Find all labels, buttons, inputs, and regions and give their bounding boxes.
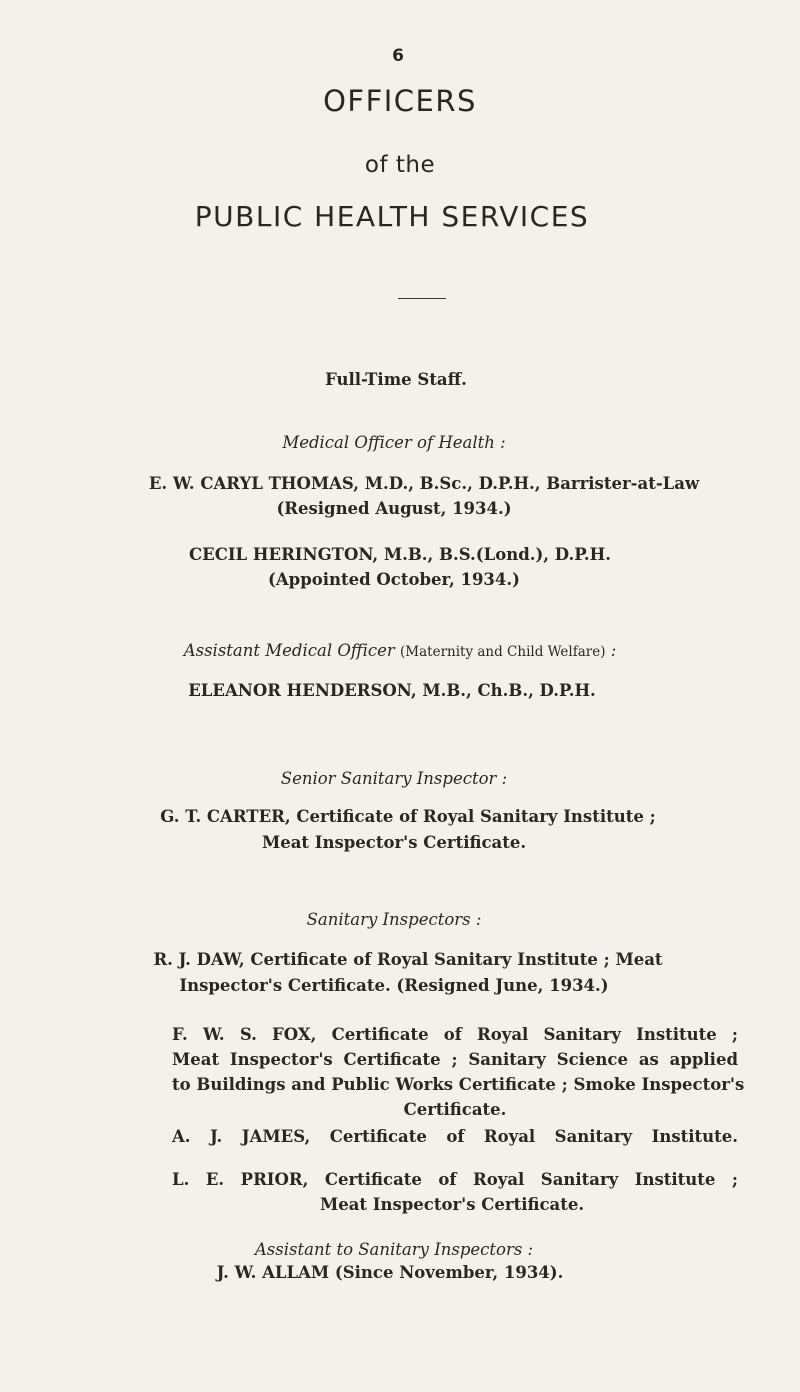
moh-entry-herington-note: (Appointed October, 1934.) (268, 570, 520, 589)
section-heading-full-time-staff: Full-Time Staff. (325, 370, 467, 389)
heading-assistant-medical-officer-note: (Maternity and Child Welfare) (400, 644, 606, 660)
amo-entry-henderson: ELEANOR HENDERSON, M.B., Ch.B., D.P.H. (188, 681, 596, 700)
heading-assistant-medical-officer-colon: : (610, 641, 617, 660)
heading-senior-sanitary-inspector: Senior Sanitary Inspector : (280, 769, 508, 788)
si-entry-daw-line2: Inspector's Certificate. (Resigned June, 1934.) (179, 976, 609, 995)
si-entry-prior-line1: L. E. PRIOR, Certificate of Royal Sanitary Institute ; (172, 1170, 738, 1189)
ssi-entry-carter-line1: G. T. CARTER, Certificate of Royal Sanitary Institute ; (160, 807, 656, 826)
page-title-of-the: of the (364, 152, 436, 178)
page-title-public-health-services: PUBLIC HEALTH SERVICES (194, 200, 590, 233)
page-title-officers: OFFICERS (323, 84, 477, 118)
moh-entry-caryl-thomas-note: (Resigned August, 1934.) (276, 499, 512, 518)
si-entry-james-line1: A. J. JAMES, Certificate of Royal Sanitary Institute. (172, 1127, 738, 1146)
heading-assistant-medical-officer (0, 641, 800, 660)
moh-entry-caryl-thomas-line1: E. W. CARYL THOMAS, M.D., B.Sc., D.P.H., Barrister-at-Law (148, 474, 700, 493)
title-divider (398, 298, 446, 299)
si-entry-daw-line1: R. J. DAW, Certificate of Royal Sanitary Institute ; Meat (153, 950, 663, 969)
heading-sanitary-inspectors: Sanitary Inspectors : (306, 910, 482, 929)
heading-medical-officer-of-health: Medical Officer of Health : (282, 433, 506, 452)
si-entry-prior-line2: Meat Inspector's Certificate. (319, 1195, 585, 1214)
si-entry-fox-line1: F. W. S. FOX, Certificate of Royal Sanitary Institute ; (172, 1025, 738, 1044)
asi-entry-allam: J. W. ALLAM (Since November, 1934). (216, 1263, 564, 1282)
si-entry-fox (172, 1022, 745, 1122)
moh-entry-caryl-thomas (24, 474, 800, 493)
si-entry-fox-line4: Certificate. (403, 1100, 507, 1119)
heading-assistant-to-sanitary-inspectors: Assistant to Sanitary Inspectors : (254, 1240, 534, 1259)
si-entry-fox-line3: to Buildings and Public Works Certificate ; Smoke Inspector's (172, 1075, 745, 1094)
si-entry-fox-line2: Meat Inspector's Certificate ; Sanitary Science as applied (172, 1050, 738, 1069)
si-entry-prior (172, 1167, 738, 1217)
heading-assistant-medical-officer-title: Assistant Medical Officer (183, 641, 395, 660)
page-number: 6 (392, 46, 404, 66)
ssi-entry-carter-line2: Meat Inspector's Certificate. (261, 833, 527, 852)
si-entry-james (172, 1124, 738, 1149)
moh-entry-herington: CECIL HERINGTON, M.B., B.S.(Lond.), D.P.H. (189, 545, 611, 564)
